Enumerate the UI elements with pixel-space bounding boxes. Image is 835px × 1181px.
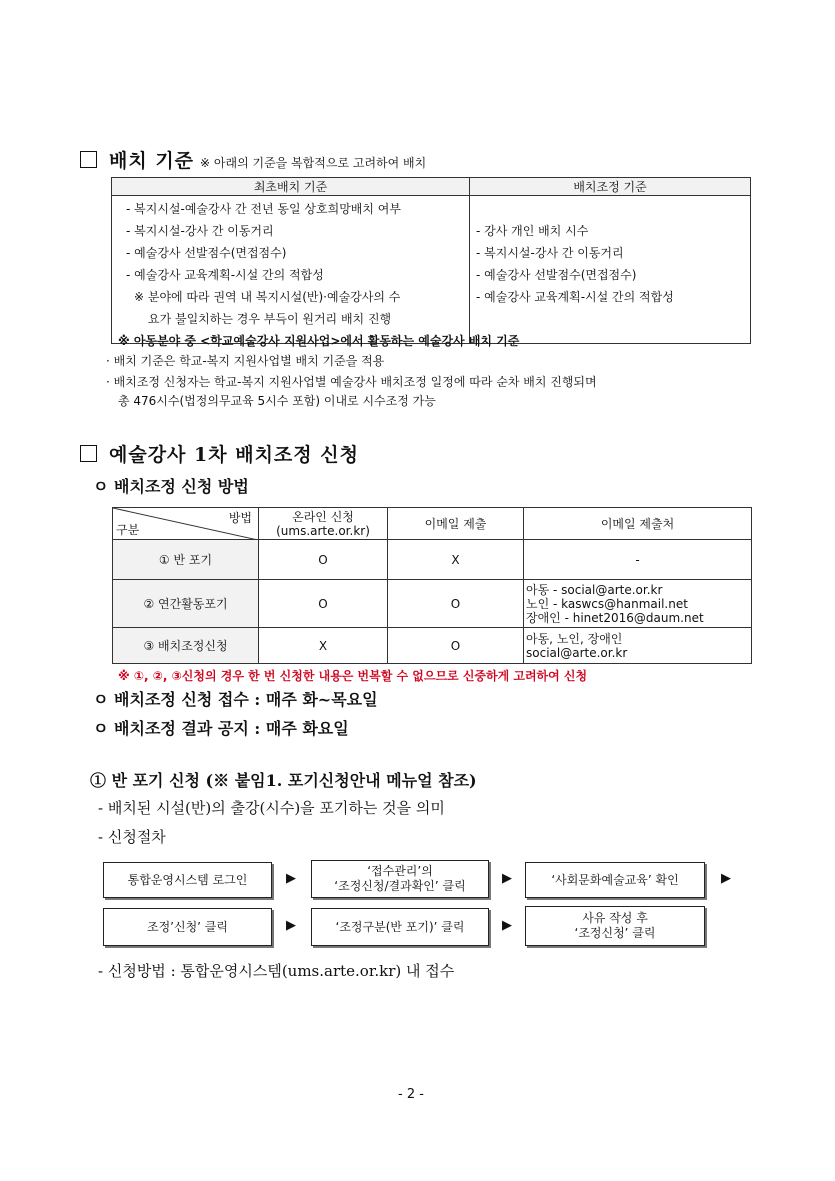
row-online: O xyxy=(259,580,388,628)
list-note: 요가 불일치하는 경우 부득이 원거리 배치 진행 xyxy=(148,312,392,326)
step-login: 통합운영시스템 로그인 xyxy=(103,862,272,898)
step-line: ‘접수관리’의 xyxy=(367,864,433,878)
table-header-initial: 최초배치 기준 xyxy=(112,178,470,196)
receipt-schedule: ㅇ 배치조정 신청 접수 : 매주 화~목요일 xyxy=(93,690,378,709)
corner-bottom-label: 구분 xyxy=(116,523,140,537)
step-submit xyxy=(525,906,705,946)
method-table xyxy=(112,507,752,664)
list-note: ※ 분야에 따라 권역 내 복지시설(반)·예술강사의 수 xyxy=(134,290,401,304)
desc-text: - 배치된 시설(반)의 출강(시수)을 포기하는 것을 의미 xyxy=(98,799,445,817)
section-title-placement: 배치 기준 ※ 아래의 기준을 복합적으로 고려하여 배치 xyxy=(80,146,426,173)
arrow-right-icon: ▶ xyxy=(502,918,512,933)
list-item: - 예술강사 교육계획-시설 간의 적합성 xyxy=(126,268,324,282)
row-online: O xyxy=(259,540,388,580)
email-line: 아동 - social@arte.or.kr xyxy=(526,582,663,597)
checkbox-square-icon xyxy=(80,151,97,168)
table-row xyxy=(113,628,752,664)
row-email: X xyxy=(388,540,524,580)
list-item: - 예술강사 교육계획-시설 간의 적합성 xyxy=(476,290,674,304)
step-apply: 조정’신청’ 클릭 xyxy=(103,908,272,946)
email-line: 아동, 노인, 장애인 xyxy=(526,631,623,646)
row-email: O xyxy=(388,628,524,664)
table-header-adjust: 배치조정 기준 xyxy=(470,178,751,196)
bullet-text: · 배치조정 신청자는 학교-복지 지원사업별 예술강사 배치조정 일정에 따라 순차 배치 진행되며 xyxy=(106,375,597,389)
col-online-line2: (ums.arte.or.kr) xyxy=(276,523,370,538)
step-confirm: ‘사회문화예술교육’ 확인 xyxy=(525,862,705,898)
row-label: ② 연간활동포기 xyxy=(113,580,259,628)
initial-criteria-cell xyxy=(112,196,470,344)
row-dest: - xyxy=(524,540,752,580)
placement-criteria-table xyxy=(111,177,751,344)
section-title-adjustment: 예술강사 1차 배치조정 신청 xyxy=(80,440,359,467)
email-line: social@arte.or.kr xyxy=(526,645,628,660)
row-dest xyxy=(524,580,752,628)
bullet-text: 총 476시수(법정의무교육 5시수 포함) 이내로 시수조정 가능 xyxy=(118,394,436,408)
row-label: ① 반 포기 xyxy=(113,540,259,580)
method-title: ㅇ 배치조정 신청 방법 xyxy=(93,477,249,496)
list-item: - 복지시설-예술강사 간 전년 동일 상호희망배치 여부 xyxy=(126,202,401,216)
arrow-right-icon: ▶ xyxy=(721,871,731,886)
table-row xyxy=(113,540,752,580)
col-online xyxy=(259,508,388,540)
list-item: - 예술강사 선발점수(면접점수) xyxy=(476,268,637,282)
row-online: X xyxy=(259,628,388,664)
step-line: ‘조정신청’ 클릭 xyxy=(574,926,656,940)
bullet-text: · 배치 기준은 학교-복지 지원사업별 배치 기준을 적용 xyxy=(106,354,385,368)
list-item: - 복지시설-강사 간 이동거리 xyxy=(126,224,274,238)
row-email: O xyxy=(388,580,524,628)
apply-method: - 신청방법 : 통합운영시스템(ums.arte.or.kr) 내 접수 xyxy=(98,962,455,980)
step-line: 사유 작성 후 xyxy=(582,911,648,925)
checkbox-square-icon xyxy=(80,445,97,462)
arrow-right-icon: ▶ xyxy=(502,871,512,886)
step-select-type: ‘조정구분(반 포기)’ 클릭 xyxy=(311,908,489,946)
email-line: 장애인 - hinet2016@daum.net xyxy=(526,610,704,625)
row-label: ③ 배치조정신청 xyxy=(113,628,259,664)
subsection-title: ① 반 포기 신청 (※ 붙임1. 포기신청안내 메뉴얼 참조) xyxy=(90,771,477,790)
arrow-right-icon: ▶ xyxy=(286,918,296,933)
list-item: - 예술강사 선발점수(면접점수) xyxy=(126,246,287,260)
list-item: - 복지시설-강사 간 이동거리 xyxy=(476,246,624,260)
email-line: 노인 - kaswcs@hanmail.net xyxy=(526,596,688,611)
corner-top-label: 방법 xyxy=(228,511,252,525)
desc-text: - 신청절차 xyxy=(98,828,166,846)
table-row xyxy=(113,580,752,628)
section-note: ※ 아래의 기준을 복합적으로 고려하여 배치 xyxy=(200,156,427,170)
col-email: 이메일 제출 xyxy=(388,508,524,540)
arrow-right-icon: ▶ xyxy=(286,871,296,886)
result-schedule: ㅇ 배치조정 결과 공지 : 매주 화요일 xyxy=(93,719,349,738)
step-line: ‘조정신청/결과확인’ 클릭 xyxy=(334,879,466,893)
col-online-line1: 온라인 신청 xyxy=(292,509,354,524)
table-corner-cell xyxy=(113,508,259,540)
page-number: - 2 - xyxy=(398,1087,424,1102)
step-receipt-menu xyxy=(311,860,489,898)
col-email-dest: 이메일 제출처 xyxy=(524,508,752,540)
children-note: ※ 아동분야 중 <학교예술강사 지원사업>에서 활동하는 예술강사 배치 기준 xyxy=(118,334,520,348)
warning-text: ※ ①, ②, ③신청의 경우 한 번 신청한 내용은 번복할 수 없으므로 신중하게 고려하여 신청 xyxy=(118,669,588,683)
list-item: - 강사 개인 배치 시수 xyxy=(476,224,589,238)
adjust-criteria-cell xyxy=(470,196,751,344)
row-dest xyxy=(524,628,752,664)
